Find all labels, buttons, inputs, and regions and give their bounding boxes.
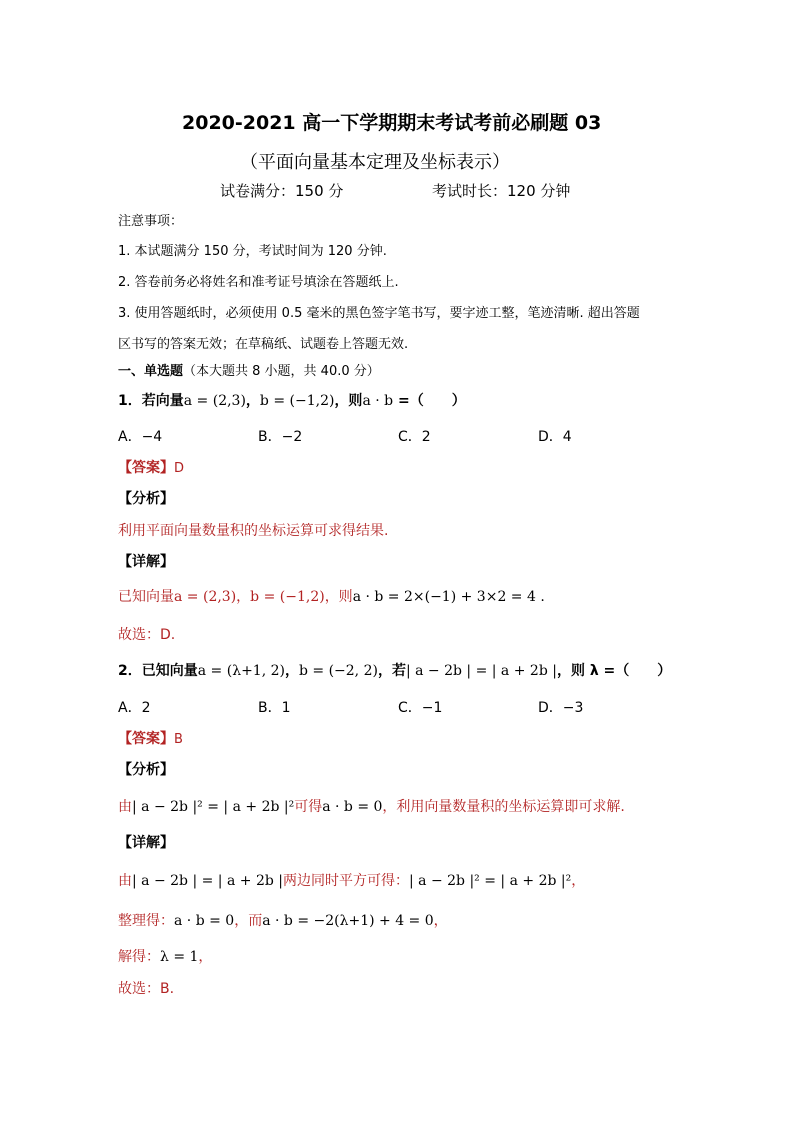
detail-prefix: 由 <box>118 873 132 889</box>
choose-line: 故选：B. <box>118 981 175 997</box>
detail-condition: | a − 2b | = | a + 2b | <box>132 873 283 889</box>
separator: ， <box>245 393 260 409</box>
page-title: 2020-2021 高一下学期期末考试考前必刷题 03 <box>182 112 602 134</box>
detail-line-2 <box>118 910 448 930</box>
option-a: A．2 <box>118 700 151 716</box>
analysis-text: 利用平面向量数量积的坐标运算可求得结果. <box>118 523 389 539</box>
exam-duration: 考试时长：120 分钟 <box>432 182 571 200</box>
detail-prefix: 整理得： <box>118 913 174 929</box>
notice-item: 区书写的答案无效；在草稿纸、试题卷上答题无效. <box>118 337 409 352</box>
detail-end: ， <box>198 949 213 965</box>
choose-line: 故选：D. <box>118 627 176 643</box>
option-b: B．1 <box>258 700 291 716</box>
analysis-suffix: ，利用向量数量积的坐标运算即可求解. <box>382 799 625 815</box>
answer-value: B <box>174 732 183 747</box>
section-heading <box>118 360 380 379</box>
detail-calculation: a · b = 2×(−1) + 3×2 = 4 . <box>352 589 545 605</box>
full-score: 试卷满分：150 分 <box>220 182 344 200</box>
analysis-text <box>118 796 625 816</box>
analysis-tag: 【分析】 <box>118 491 174 507</box>
detail-end: ， <box>433 913 448 929</box>
option-c: C．2 <box>398 429 431 445</box>
detail-vector-b: b = (−1,2) <box>250 589 325 605</box>
ask-prefix: ，则 <box>334 393 363 409</box>
detail-separator: ， <box>236 589 251 605</box>
detail-end: ， <box>571 873 586 889</box>
detail-prefix: 解得： <box>118 949 160 965</box>
section-title: 一、单选题 <box>118 364 184 379</box>
detail-mid: ，而 <box>234 913 263 929</box>
condition-prefix: ，若 <box>377 663 406 679</box>
question-1-stem <box>118 390 466 410</box>
question-1-number: 1．若向量 <box>118 393 184 409</box>
analysis-mid: 可得 <box>294 799 323 815</box>
analysis-tag: 【分析】 <box>118 762 174 778</box>
answer-tag: 【答案】 <box>118 460 174 476</box>
answer-label <box>118 728 183 748</box>
separator: ， <box>284 663 299 679</box>
option-a: A．−4 <box>118 429 163 445</box>
detail-line <box>118 586 545 606</box>
question-2-stem <box>118 660 671 680</box>
condition-expression: | a − 2b | = | a + 2b | <box>405 663 557 679</box>
detail-equation-1: a · b = 0 <box>174 913 235 929</box>
question-2-number: 2．已知向量 <box>118 663 198 679</box>
option-c: C．−1 <box>398 700 443 716</box>
notice-item: 2. 答卷前务必将姓名和准考证号填涂在答题纸上. <box>118 275 399 290</box>
analysis-result: a · b = 0 <box>322 799 383 815</box>
detail-equation-2: a · b = −2(λ+1) + 4 = 0 <box>262 913 434 929</box>
vector-a-definition: a = (λ+1, 2) <box>197 663 285 679</box>
section-detail: （本大题共 8 小题，共 40.0 分） <box>183 364 380 379</box>
vector-b-definition: b = (−1,2) <box>259 393 335 409</box>
detail-line-3 <box>118 946 212 966</box>
notice-item: 3. 使用答题纸时，必须使用 0.5 毫米的黑色签字笔书写，要字迹工整，笔迹清晰. 超出答题 <box>118 306 640 321</box>
option-d: D．−3 <box>538 700 584 716</box>
answer-value: D <box>174 461 185 476</box>
vector-a-definition: a = (2,3) <box>183 393 246 409</box>
detail-tag: 【详解】 <box>118 835 174 851</box>
notice-item: 1. 本试题满分 150 分，考试时间为 120 分钟. <box>118 244 387 259</box>
answer-label <box>118 457 184 477</box>
page-subtitle: （平面向量基本定理及坐标表示） <box>240 152 510 173</box>
detail-vector-a: a = (2,3) <box>174 589 237 605</box>
analysis-equation: | a − 2b |² = | a + 2b |² <box>132 799 295 815</box>
analysis-prefix: 由 <box>118 799 132 815</box>
dot-product-expression: a · b <box>362 393 394 409</box>
detail-then: ，则 <box>324 589 353 605</box>
ask-suffix: =（ ） <box>393 393 466 409</box>
detail-equation: | a − 2b |² = | a + 2b |² <box>409 873 572 889</box>
vector-b-definition: b = (−2, 2) <box>298 663 378 679</box>
detail-line-1 <box>118 870 585 890</box>
notice-heading: 注意事项： <box>118 214 184 229</box>
detail-prefix: 已知向量 <box>118 589 174 605</box>
detail-mid: 两边同时平方可得： <box>283 873 409 889</box>
detail-equation: λ = 1 <box>160 949 199 965</box>
option-d: D．4 <box>538 429 572 445</box>
ask-suffix: ，则 λ =（ ） <box>556 663 672 679</box>
answer-tag: 【答案】 <box>118 731 174 747</box>
option-b: B．−2 <box>258 429 303 445</box>
detail-tag: 【详解】 <box>118 554 174 570</box>
